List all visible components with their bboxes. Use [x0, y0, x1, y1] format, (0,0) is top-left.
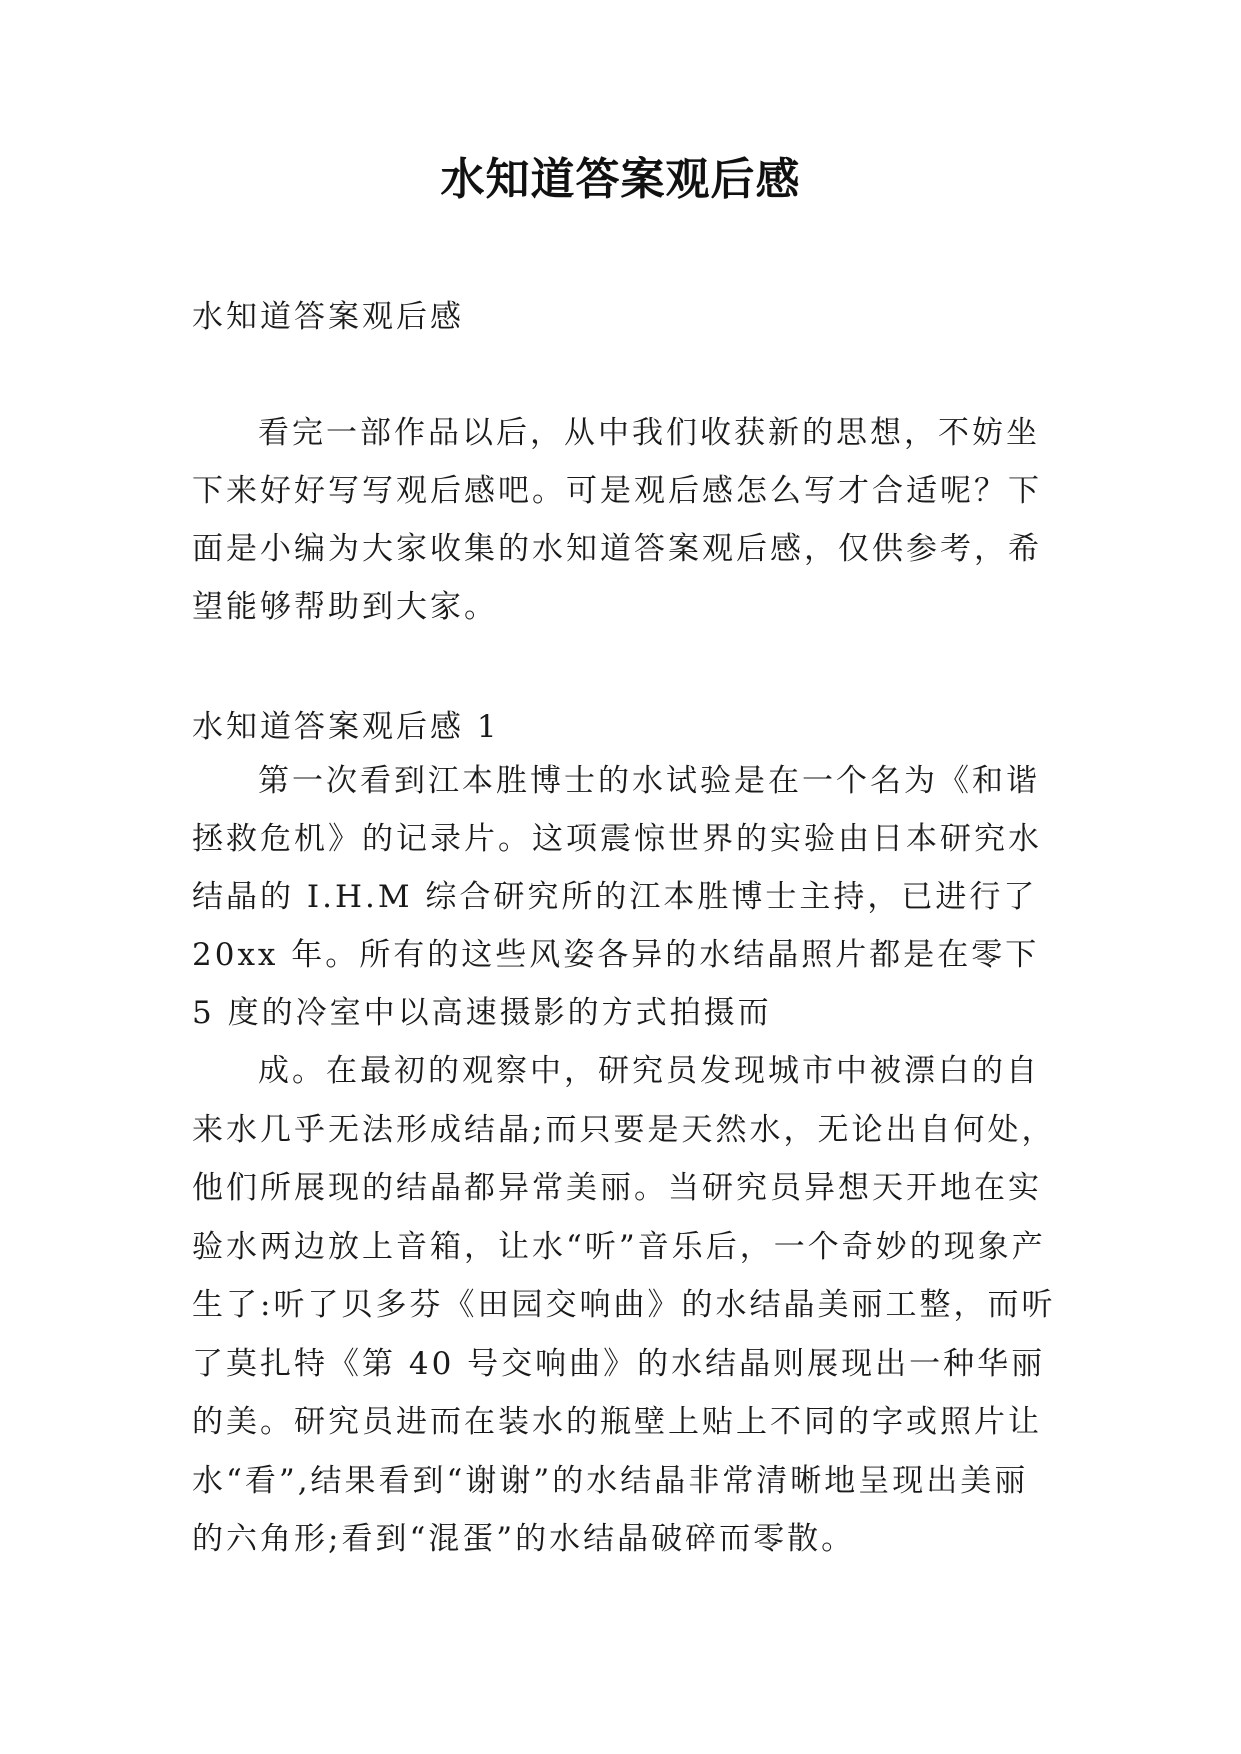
document-subtitle: 水知道答案观后感 — [192, 299, 464, 335]
intro-paragraph: 看完一部作品以后，从中我们收获新的思想，不妨坐下来好好写写观后感吧。可是观后感怎么写才合适呢？下面是小编为大家收集的水知道答案观后感，仅供参考，希望能够帮助到大家。 — [192, 415, 1042, 625]
body-paragraph-2: 成。在最初的观察中，研究员发现城市中被漂白的自来水几乎无法形成结晶;而只要是天然水，无论出自何处，他们所展现的结晶都异常美丽。当研究员异想天开地在实验水两边放上音箱，让水“听”音乐后，一个奇妙的现象产生了:听了贝多芬《田园交响曲》的水结晶美丽工整，而听了莫扎特《第 40 号交响曲》的水结晶则展现出一种华丽的美。研究员进而在装水的瓶壁上贴上不同的字或照片让水“看”,结果看到“谢谢”的水结晶非常清晰地呈现出美丽的六角形;看到“混蛋”的水结晶破碎而零散。 — [192, 1053, 1056, 1557]
section-heading: 水知道答案观后感 1 — [192, 709, 500, 745]
body-paragraph-1: 第一次看到江本胜博士的水试验是在一个名为《和谐拯救危机》的记录片。这项震惊世界的实验由日本研究水结晶的 I.H.M 综合研究所的江本胜博士主持，已进行了 20xx 年。所有的这些风姿各异的水结晶照片都是在零下 5 度的冷室中以高速摄影的方式拍摄而 — [192, 763, 1042, 1031]
document-title: 水知道答案观后感 — [440, 154, 801, 205]
